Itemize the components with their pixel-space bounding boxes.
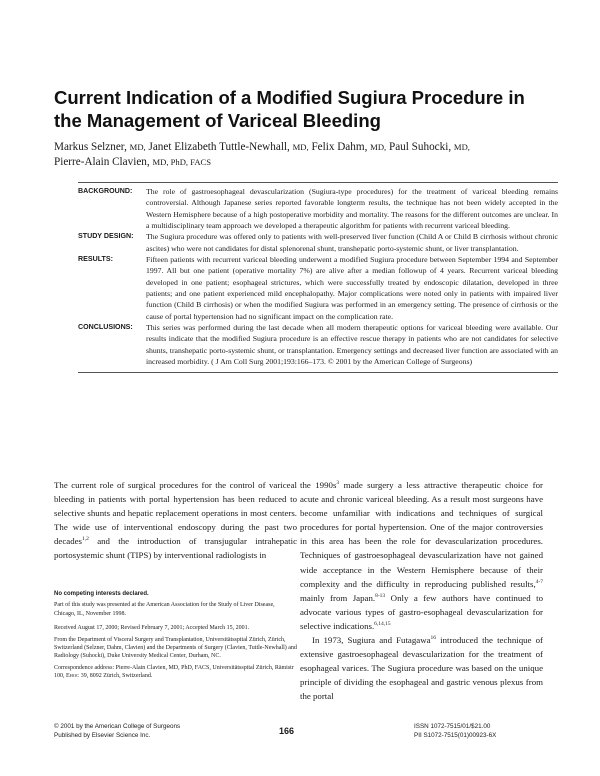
citation: 6,14,15	[374, 621, 391, 627]
correspondence-sub: HOC	[69, 673, 80, 679]
correspondence	[54, 664, 297, 681]
abstract-label: RESULTS:	[78, 255, 113, 264]
abstract-results	[78, 254, 558, 322]
body-paragraph	[300, 633, 543, 703]
abstract-conclusions	[78, 322, 558, 367]
page-number: 166	[279, 726, 295, 736]
author-degree: MD,	[370, 142, 387, 152]
author-degree: MD, PhD, FACS	[152, 157, 212, 167]
citation: 1,2	[82, 536, 89, 543]
presentation-note: Part of this study was presented at the American Association for the Study of Liver Disease, Chicago, IL, November 1998.	[54, 602, 275, 617]
abstract-label: CONCLUSIONS:	[78, 323, 133, 332]
correspondence-end: 39, 8092 Zürich, Switzerland.	[79, 673, 153, 680]
abstract-text: This series was performed during the last decade when all modern therapeutic options for variceal bleeding were available. Our results indicate that the modified Sugiura procedure is an effective rescue therapy in patients who are not candidates for selective shunts, transhepatic porto-systemic shunt, or transplantation. Emergency settings and decreased liver function are associated with an increased morbidity. ( J Am Coll Surg 2001;193:166–173. © 2001 by the American College of Surgeons)	[146, 323, 558, 367]
footnotes	[54, 590, 297, 684]
author-name: Paul Suhocki,	[388, 141, 452, 153]
body-paragraph	[300, 478, 543, 633]
body-paragraph	[54, 478, 297, 563]
structured-abstract	[78, 182, 558, 373]
abstract-text: The Sugiura procedure was offered only to patients with well-preserved liver function (Child A or Child B cirrhosis without chronic ascites) who were not candidates for distal splenorenal shunt, transhepatic porto-systemic shunt, or liver transplantation.	[146, 232, 558, 253]
abstract-study-design	[78, 231, 558, 254]
author-degree: MD,	[292, 142, 309, 152]
citation: 4-7	[535, 578, 543, 585]
abstract-text: Fifteen patients with recurrent variceal bleeding underwent a modified Sugiura procedure between September 1994 and September 1997. All but one patient (operative mortality 7%) are alive after a median followup of 4 years. Recurrent variceal bleeding developed in one patient; esophageal strictures, which were successfully treated by endoscopic dilatation, developed in three patients; and one patient experienced mild encephalopathy. Major complications were noted only in patients with impaired liver function (Child B cirrhosis) or when the modified Sugiura was performed in an emergency setting. The presence of cirrhosis or the cause of portal hypertension had no significant impact on the complication rate.	[146, 255, 558, 321]
issn-footer	[414, 723, 496, 740]
copyright-footer	[54, 723, 180, 740]
body-text: the 1990s	[300, 480, 337, 490]
abstract-text: The role of gastroesophageal devascularization (Sugiura-type procedures) for the treatment of variceal bleeding remains controversial. Although Japanese series reported favorable longterm results, the technique has not been widely accepted in the Western Hemisphere because of a high postoperative morbidity and mortality. The reasons for the different outcomes are unclear. In a multidisciplinary team approach we developed a therapeutic algorithm for patients with recurrent variceal bleeding.	[146, 187, 558, 231]
body-text: made surgery a less attractive therapeutic choice for acute and chronic variceal bleeding. As a result most surgeons have become unfamiliar with indications and techniques of surgical procedures for portal hypertension. One of the major controversies in this area has been the role for devascularization procedures. Techniques of gastroesophageal devascularization have not gained wide acceptance in the Western Hemisphere because of their complexity and the difficulty in reproducing published results,	[300, 480, 543, 589]
citation: 3	[336, 480, 340, 487]
author-name: Janet Elizabeth Tuttle-Newhall,	[148, 141, 290, 153]
abstract-background	[78, 186, 558, 231]
affiliations: From the Department of Visceral Surgery and Transplantation, Universitätsspital Zürich, Zürich, Switzerland (Selzner, Dahm, Clavien) and the Departments of Surgery (Clavien, Tuttle-Newhall) and Radiology (Suhocki), Duke University Medical Center, Durham, NC.	[54, 636, 297, 660]
author-name: Markus Selzner,	[54, 141, 127, 153]
author-degree: MD,	[129, 142, 146, 152]
abstract-label: BACKGROUND:	[78, 187, 133, 195]
body-column-left	[54, 478, 297, 563]
body-text: and the introduction of transjugular intrahepatic portosystemic shunt (TIPS) by interventional radiologists in	[54, 536, 297, 561]
body-text: mainly from Japan.	[300, 592, 376, 603]
author-list	[54, 140, 554, 170]
author-name: Felix Dahm,	[311, 141, 368, 153]
body-text: In 1973, Sugiura and Futagawa	[312, 635, 431, 646]
author-name: Pierre-Alain Clavien,	[54, 156, 150, 168]
article-title: Current Indication of a Modified Sugiura Procedure in the Management of Variceal Bleeding	[54, 87, 525, 131]
publisher-line: Published by Elsevier Science Inc.	[54, 731, 151, 739]
abstract-label: STUDY DESIGN:	[78, 232, 134, 241]
copyright-line: © 2001 by the American College of Surgeons	[54, 723, 181, 730]
body-text: Only a few authors have continued to advocate various types of gastro-esophageal devascularization for selective indications.	[300, 592, 543, 631]
issn-line: ISSN 1072-7515/01/$21.00	[414, 723, 491, 730]
pii-line: PII S1072-7515(01)00923-6X	[414, 731, 497, 739]
citation: 16	[430, 635, 437, 642]
body-text: introduced the technique of extensive gastroesophageal devascularization for the treatment of esophageal varices. The Sugiura procedure was based on the unique principle of dividing the esophageal and gastric venous plexus from the portal	[300, 635, 543, 702]
body-text: The current role of surgical procedures for the control of variceal bleeding in patients with portal hypertension has been reduced to selective shunts and hepatic replacement operations in most centers. The wide use of interventional endoscopy during the past two decades	[54, 480, 297, 547]
competing-interests: No competing interests declared.	[54, 591, 149, 597]
author-degree: MD,	[453, 142, 470, 152]
body-column-right	[300, 478, 543, 704]
received-dates: Received August 17, 2000; Revised February 7, 2001; Accepted March 15, 2001.	[54, 625, 250, 632]
correspondence-text: Correspondence address: Pierre-Alain Clavien, MD, PhD, FACS, Universitätsspital Zürich, Rämistr 100, E	[54, 664, 294, 680]
citation: 8-13	[375, 592, 386, 599]
